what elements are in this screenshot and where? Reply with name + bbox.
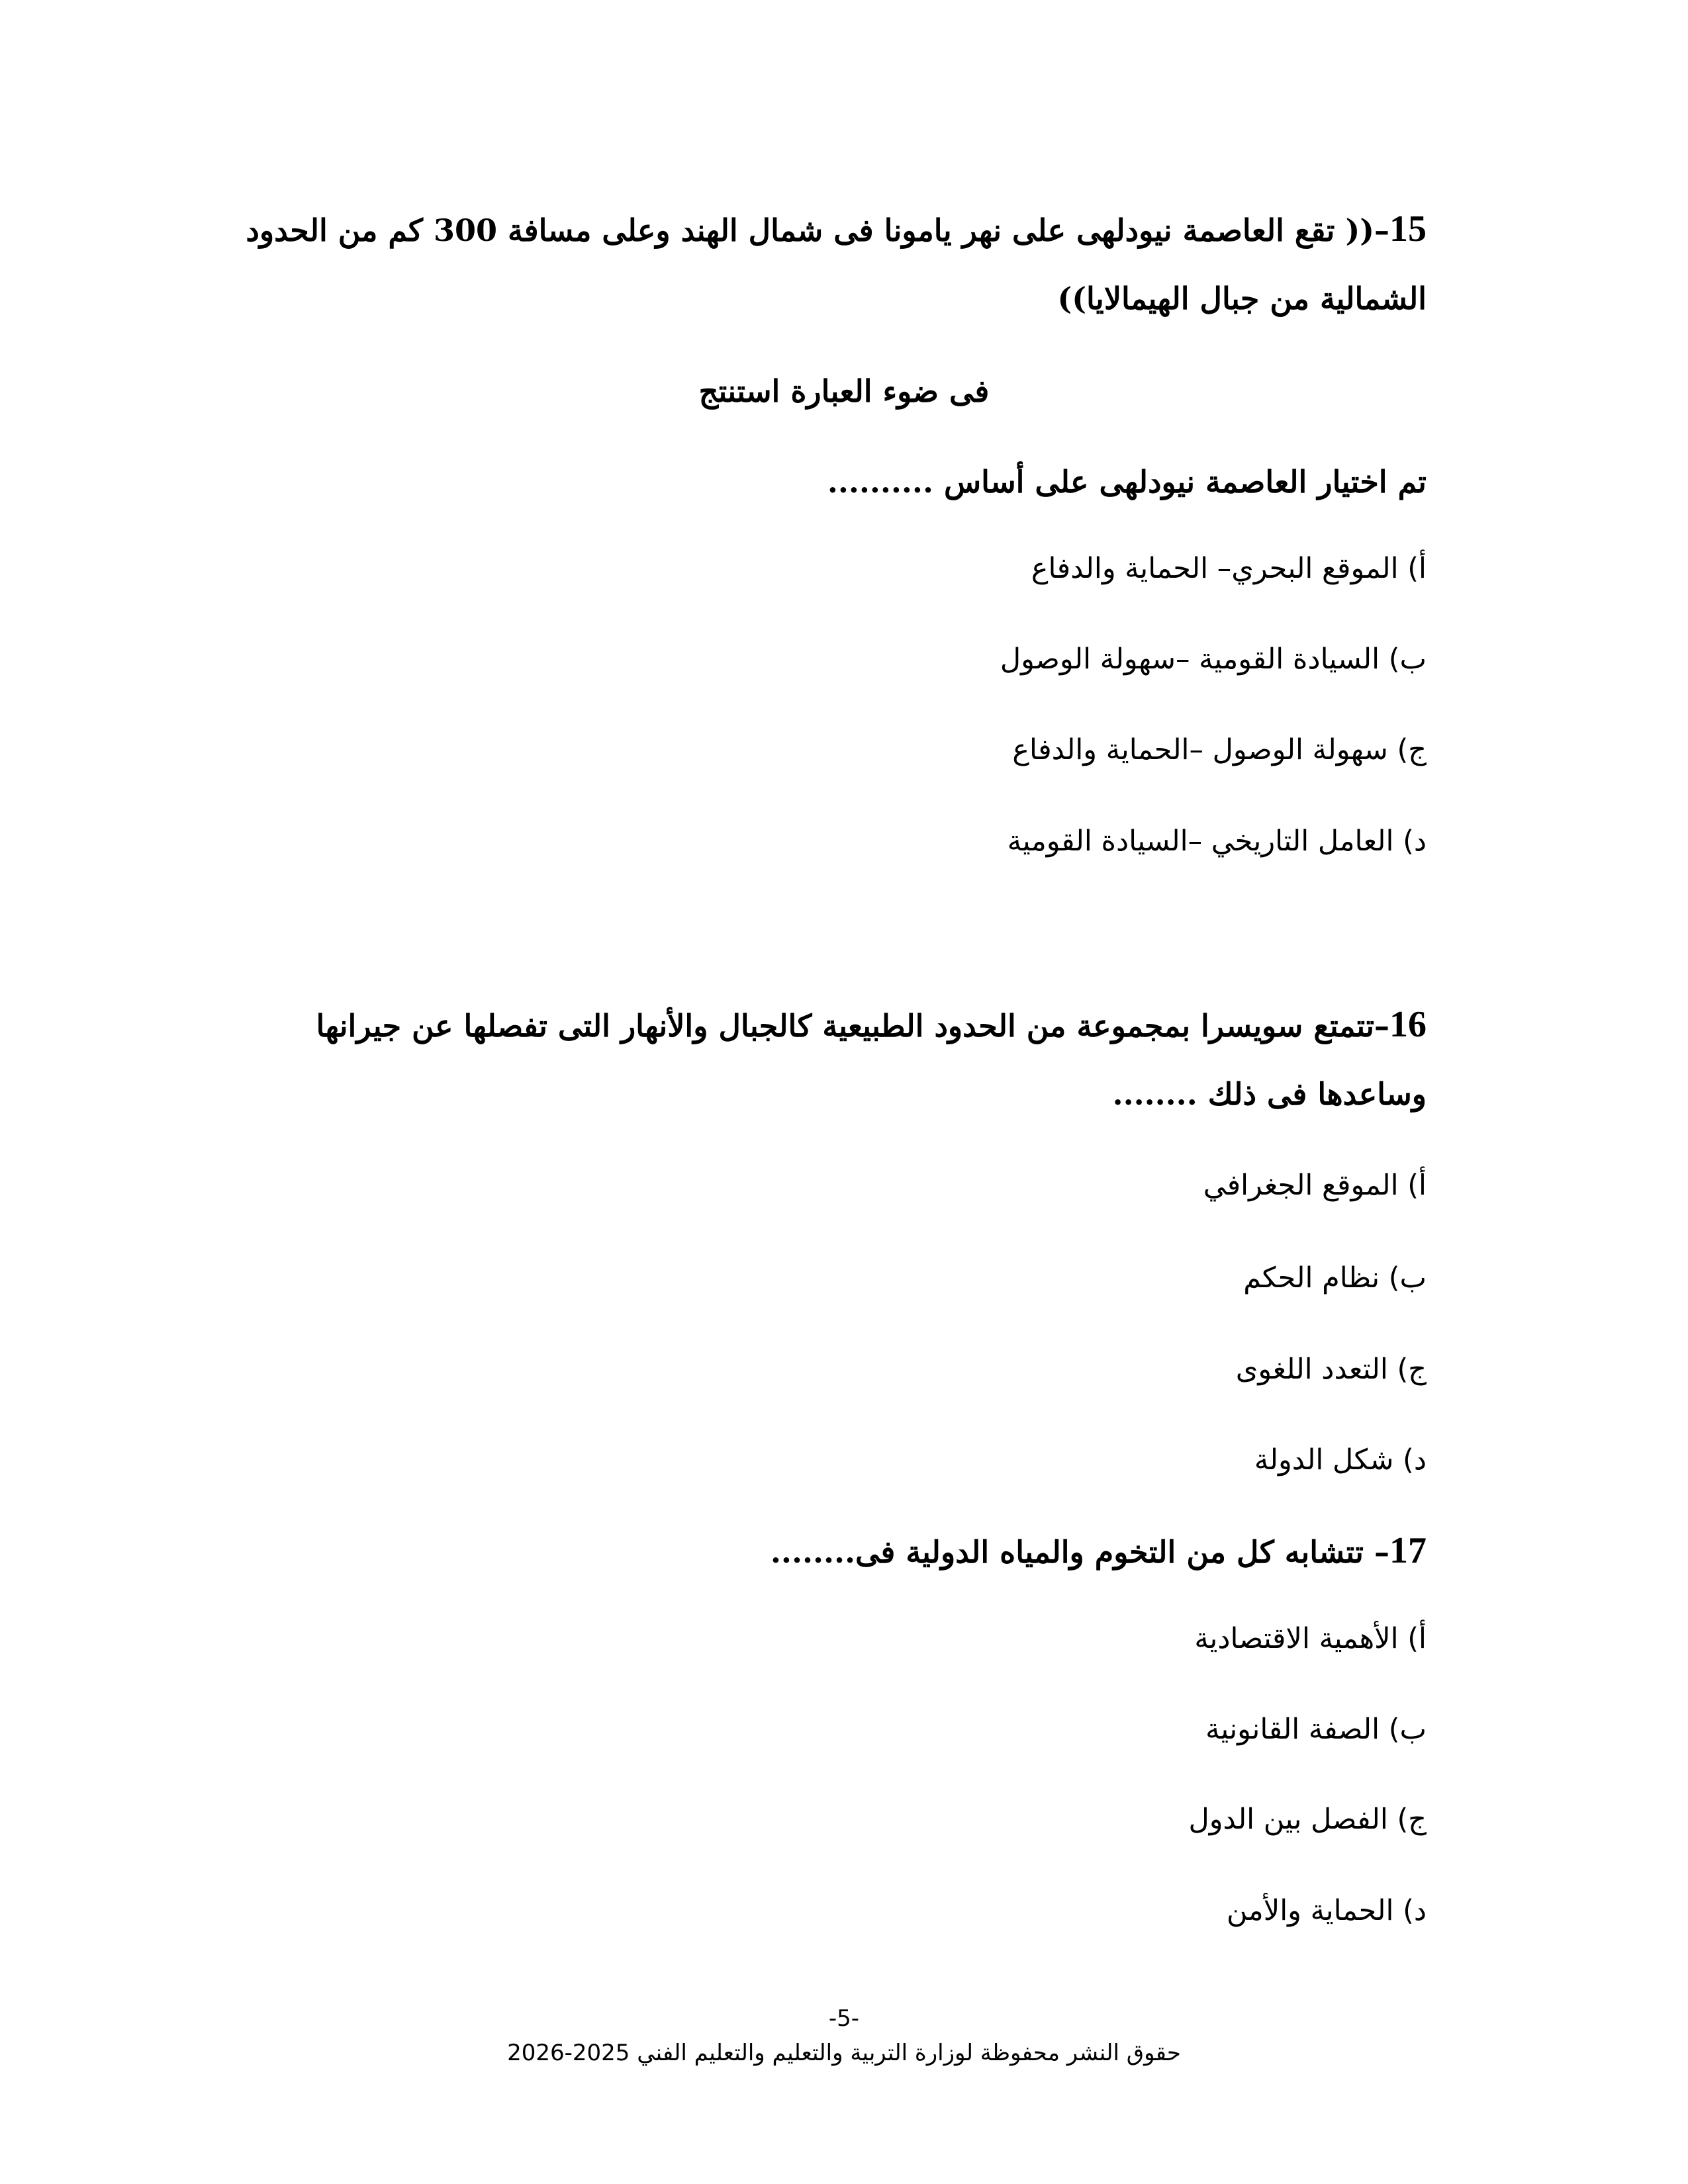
question-15-option-c: ج) سهولة الوصول –الحماية والدفاع — [1012, 733, 1427, 766]
question-15-line-2: الشمالية من جبال الهيمالايا)) — [1057, 281, 1427, 316]
question-16-number: 16 — [1389, 1004, 1427, 1045]
question-15-text-1: –(( تقع العاصمة نيودلهى على نهر يامونا فى شمال الهند وعلى مسافة 300 كم من الحدود — [246, 212, 1389, 248]
question-17-option-c: ج) الفصل بين الدول — [1188, 1803, 1427, 1836]
question-16-option-d: د) شكل الدولة — [1254, 1443, 1427, 1477]
page-number: -5- — [828, 2005, 860, 2032]
question-15-line-1 — [246, 210, 1427, 248]
question-16-option-a: أ) الموقع الجغرافي — [1203, 1169, 1427, 1202]
question-17-line-1 — [771, 1532, 1427, 1569]
question-15-prompt: تم اختيار العاصمة نيودلهى على أساس .......... — [827, 464, 1427, 500]
question-15-option-a: أ) الموقع البحري– الحماية والدفاع — [1031, 552, 1427, 585]
question-16-text-1: –تتمتع سويسرا بمجموعة من الحدود الطبيعية كالجبال والأنهار التى تفصلها عن جيرانها — [316, 1008, 1389, 1044]
question-16-line-2: وساعدها فى ذلك ........ — [1112, 1076, 1427, 1112]
copyright-notice: حقوق النشر محفوظة لوزارة التربية والتعليم والتعليم الفني 2025-2026 — [507, 2040, 1181, 2066]
question-17-text-1: – تتشابه كل من التخوم والمياه الدولية فى........ — [770, 1534, 1389, 1570]
question-15-number: 15 — [1389, 208, 1427, 250]
question-16-line-1 — [316, 1006, 1427, 1043]
question-17-option-a: أ) الأهمية الاقتصادية — [1194, 1622, 1427, 1655]
question-15-instruction: فى ضوء العبارة استنتج — [698, 373, 990, 409]
question-15-option-b: ب) السيادة القومية –سهولة الوصول — [1000, 643, 1427, 676]
question-17-number: 17 — [1389, 1530, 1427, 1571]
question-15-option-d: د) العامل التاريخي –السيادة القومية — [1007, 825, 1427, 858]
question-17-option-b: ب) الصفة القانونية — [1205, 1713, 1427, 1746]
question-17-option-d: د) الحماية والأمن — [1226, 1894, 1427, 1927]
question-16-option-b: ب) نظام الحكم — [1243, 1261, 1427, 1295]
question-16-option-c: ج) التعدد اللغوى — [1235, 1353, 1427, 1386]
